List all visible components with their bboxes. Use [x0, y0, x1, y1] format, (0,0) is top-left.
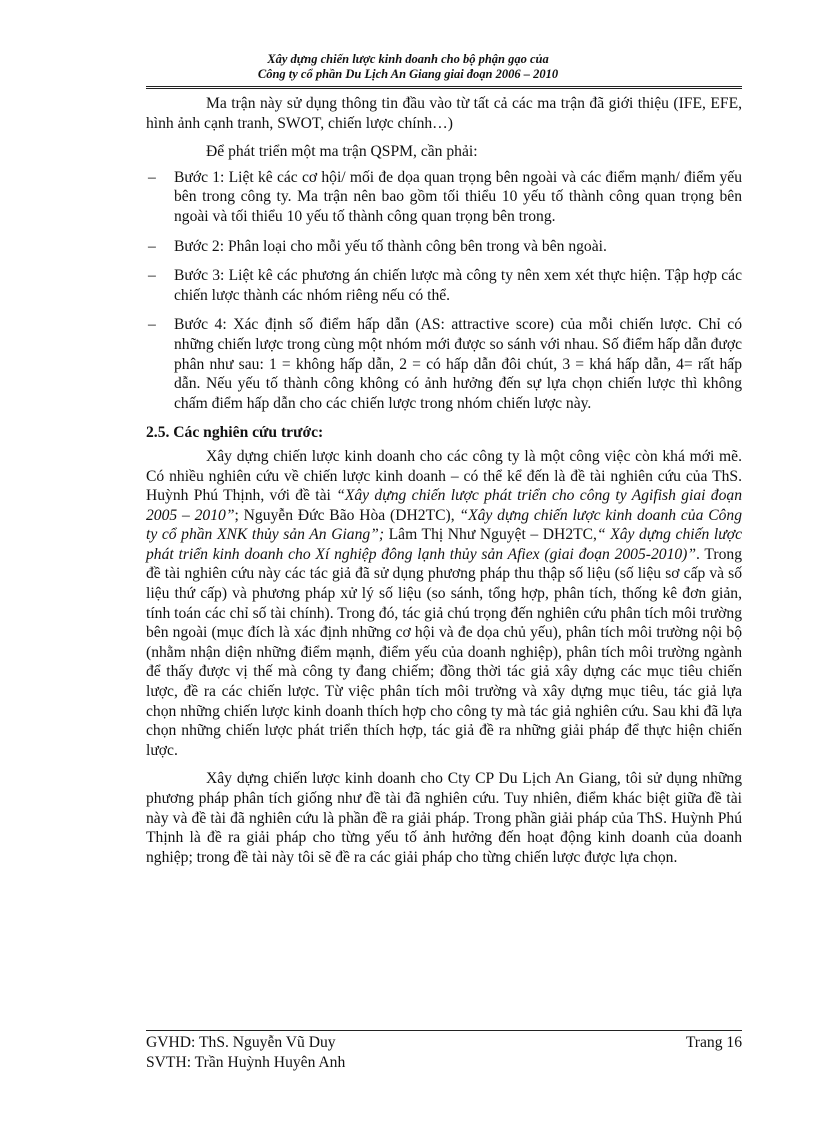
step-text: Bước 4: Xác định số điểm hấp dẫn (AS: attractive score) của mỗi chiến lược. Chỉ có những chiến lược trong cùng một nhóm mới được so sánh với nhau. Số điểm hấp dẫn được phân như sau: 1 = không hấp dẫn, 2 = có hấp dẫn đôi chút, 3 = khá hấp dẫn, 4= rất hấp dẫn. Nếu yếu tố thành công không có ảnh hưởng đến sự lựa chọn chiến lược thì không chấm điểm hấp dẫn cho các chiến lược trong nhóm chiến lược này. — [174, 316, 742, 412]
research-title-1: “Xây dựng chiến lược phát triển cho công ty Agifish giai đoạn 2005 – 2010” — [146, 487, 742, 524]
page-footer — [146, 1033, 742, 1072]
step-text: Bước 2: Phân loại cho mỗi yếu tố thành công bên trong và bên ngoài. — [174, 237, 607, 255]
bullet-dash: – — [148, 168, 156, 186]
header-rule — [146, 86, 742, 87]
header-line-1: Xây dựng chiến lược kinh doanh cho bộ phận gạo của — [267, 52, 549, 66]
step-item — [146, 266, 742, 305]
running-header — [0, 52, 816, 82]
bullet-dash: – — [148, 237, 156, 255]
step-item — [146, 237, 742, 257]
page-body — [146, 94, 742, 867]
step-text: Bước 3: Liệt kê các phương án chiến lược mà công ty nên xem xét thực hiện. Tập hợp các chiến lược thành các nhóm riêng nếu có thể. — [174, 267, 742, 304]
footer-rule — [146, 1030, 742, 1031]
header-rule-double — [146, 88, 742, 89]
bullet-dash: – — [148, 316, 156, 334]
header-line-2: Công ty cổ phần Du Lịch An Giang giai đoạn 2006 – 2010 — [257, 67, 559, 81]
research-text-3: Lâm Thị Như Nguyệt – DH2TC, — [384, 526, 597, 544]
footer-student: SVTH: Trần Huỳnh Huyên Anh — [146, 1053, 346, 1071]
research-text-4: . Trong đề tài nghiên cứu này các tác giả đã sử dụng phương pháp thu thập số liệu (số liệu sơ cấp và số liệu thứ cấp) và phương pháp xử lý số liệu (so sánh, tổng hợp, phân tích, thống kê đơn giản, tính toán các chỉ số tài chính). Trong đó, tác giả chú trọng đến nghiên cứu phân tích môi trường bên ngoài (mục đích là xác định những cơ hội và đe dọa chủ yếu), phân tích môi trường nội bộ (nhằm nhận diện những điểm mạnh, điểm yếu của doanh nghiệp), phân tích môi trường ngành để thấy được vị thế mà công ty đang chiếm; đồng thời tác giả xây dựng các mục tiêu chiến lược, đề ra các chiến lược. Từ việc phân tích môi trường và xây dựng mục tiêu, tác giả lựa chọn những chiến lược kinh doanh thích hợp cho công ty mà tác giả nghiên cứu. Sau khi đã lựa chọn những chiến lược phát triển thích hợp, tác giả đề ra những giải pháp để thực hiện chiến lược. — [146, 545, 742, 759]
step-text: Bước 1: Liệt kê các cơ hội/ mối đe dọa quan trọng bên ngoài và các điểm mạnh/ điểm yếu bên trong công ty. Ma trận nên bao gồm tối thiểu 10 yếu tố thành công quan trọng bên ngoài và tối thiểu 10 yếu tố thành công quan trọng bên trong. — [174, 168, 742, 225]
section-heading: 2.5. Các nghiên cứu trước: — [146, 424, 324, 442]
bullet-dash: – — [148, 267, 156, 285]
research-title-3: “ Xây dựng chiến lược phát triển kinh doanh cho Xí nghiệp đông lạnh thủy sản Afiex (giai đoạn 2005-2010)” — [146, 526, 742, 563]
qspm-intro: Để phát triển một ma trận QSPM, cần phải: — [206, 143, 478, 161]
step-item — [146, 315, 742, 413]
research-title-2: “Xây dựng chiến lược kinh doanh của Công ty cổ phần XNK thủy sản An Giang”; — [146, 506, 742, 544]
research-text-2: ; Nguyễn Đức Bão Hòa (DH2TC), — [234, 506, 460, 524]
step-item — [146, 168, 742, 227]
qspm-steps-list — [146, 168, 742, 414]
research-text-1: Xây dựng chiến lược kinh doanh cho các công ty là một công việc còn khá mới mẽ. Có nhiều nghiên cứu về chiến lược kinh doanh – có thể kể đến là đề tài nghiên cứu của ThS. Huỳnh Phú Thịnh, với đề tài — [146, 447, 742, 505]
intro-paragraph: Ma trận này sử dụng thông tin đầu vào từ tất cả các ma trận đã giới thiệu (IFE, EFE, hình ảnh cạnh tranh, SWOT, chiến lược chính…) — [146, 95, 742, 132]
page-number: Trang 16 — [685, 1034, 742, 1051]
footer-supervisor: GVHD: ThS. Nguyễn Vũ Duy — [146, 1034, 336, 1051]
closing-paragraph: Xây dựng chiến lược kinh doanh cho Cty CP Du Lịch An Giang, tôi sử dụng những phương pháp phân tích giống như đề tài đã nghiên cứu. Tuy nhiên, điểm khác biệt giữa đề tài này và đề tài đã nghiên cứu là phần đề ra giải pháp. Trong phần giải pháp của ThS. Huỳnh Phú Thịnh là đề ra giải pháp cho từng yếu tố ảnh hưởng đến hoạt động kinh doanh của doanh nghiệp; trong đề tài này tôi sẽ đề ra các giải pháp cho từng chiến lược được lựa chọn. — [146, 770, 742, 866]
research-paragraph — [146, 447, 742, 761]
